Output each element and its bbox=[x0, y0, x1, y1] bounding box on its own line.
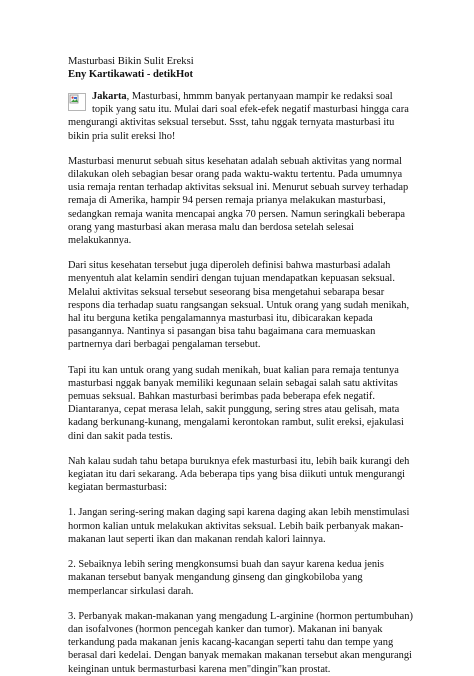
tip-item-1: 1. Jangan sering-sering makan daging sapi karena daging akan lebih menstimulasi hormon kalian untuk melakukan aktivitas seksual. Lebih baik perbanyak makan-makanan laut seperti ikan dan makanan rendah kalori lainnya. bbox=[68, 507, 410, 545]
dateline: Jakarta bbox=[92, 91, 127, 102]
broken-image-icon bbox=[68, 93, 86, 111]
body-paragraph-4: Nah kalau sudah tahu betapa buruknya efek masturbasi itu, lebih baik kurangi deh kegiatan itu dari sekarang. Ada beberapa tips yang bisa diikuti untuk mengurangi kegiatan bermasturbasi: bbox=[68, 455, 410, 494]
article-title: Masturbasi Bikin Sulit Ereksi bbox=[68, 56, 194, 67]
tip-item-2: 2. Sebaiknya lebih sering mengkonsumsi buah dan sayur karena kedua jenis makanan tersebut banyak mengandung ginseng dan gingkobiloba yang memperlancar sirkulasi darah. bbox=[68, 559, 384, 597]
article-author: Eny Kartikawati - detikHot bbox=[68, 69, 194, 80]
lead-paragraph bbox=[68, 90, 416, 143]
body-paragraph-3: Tapi itu kan untuk orang yang sudah menikah, buat kalian para remaja tentunya masturbasi nggak banyak memiliki kegunaan selain sebagai salah satu aktivitas pemuas seksual. Bahkan masturbasi berimbas pada beberapa efek negatif. Diantaranya, cepat merasa lelah, sakit punggung, sering stres atau gelisah, mata kadang berkunang-kunang, mengalami kerontokan rambut, sulit ereksi, ejakulasi dini dan sakit pada testis. bbox=[68, 364, 404, 442]
body-paragraph-1: Masturbasi menurut sebuah situs kesehatan adalah sebuah aktivitas yang normal dilakukan oleh sebagian besar orang pada waktu-waktu tertentu. Pada umumnya usia remaja rentan terhadap aktivitas seksual ini. Menurut sebuah survey terhadap remaja di Amerika, hampir 94 persen remaja prianya melakukan masturbasi, sedangkan remaja wanita mencapai angka 70 persen. Namun seringkali beberapa orang yang masturbasi akan merasa malu dan berdosa setelah selesai melakukannya. bbox=[68, 155, 409, 247]
body-paragraph-2: Dari situs kesehatan tersebut juga diperoleh definisi bahwa masturbasi adalah menyentuh alat kelamin sendiri dengan tujuan mendapatkan kepuasan seksual. Melalui aktivitas seksual tersebut seseorang bisa mengetahui sebarapa besar respons dia terhadap suatu rangsangan seksual. Untuk orang yang sudah menikah, hal itu berguna ketika pengalamannya masturbasi itu, dibicarakan kepada pasangannya. Nantinya si pasangan bisa tahu bagaimana cara memuaskan partnernya dari berbagai pengalaman tersebut. bbox=[68, 260, 410, 351]
tip-item-3: 3. Perbanyak makan-makanan yang mengadung L-arginine (hormon pertumbuhan) dan isofalvones (hormon pencegah kanker dan tumor). Makanan ini banyak terkandung pada makanan jenis kacang-kacangan seperti tahu dan tempe yang berasal dari kedelai. Dengan banyak memakan makanan tersebut akan mengurangi keinginan untuk bermasturbasi karena men"dingin"kan prostat. bbox=[68, 610, 413, 675]
lead-text: , Masturbasi, hmmm banyak pertanyaan mampir ke redaksi soal topik yang satu itu. Mulai dari soal efek-efek negatif masturbasi hingga cara mengurangi aktivitas seksual tersebut. Ssst, tahu nggak ternyata masturbasi itu bikin pria sulit ereksi lho! bbox=[68, 91, 409, 142]
article-lead bbox=[68, 90, 416, 143]
